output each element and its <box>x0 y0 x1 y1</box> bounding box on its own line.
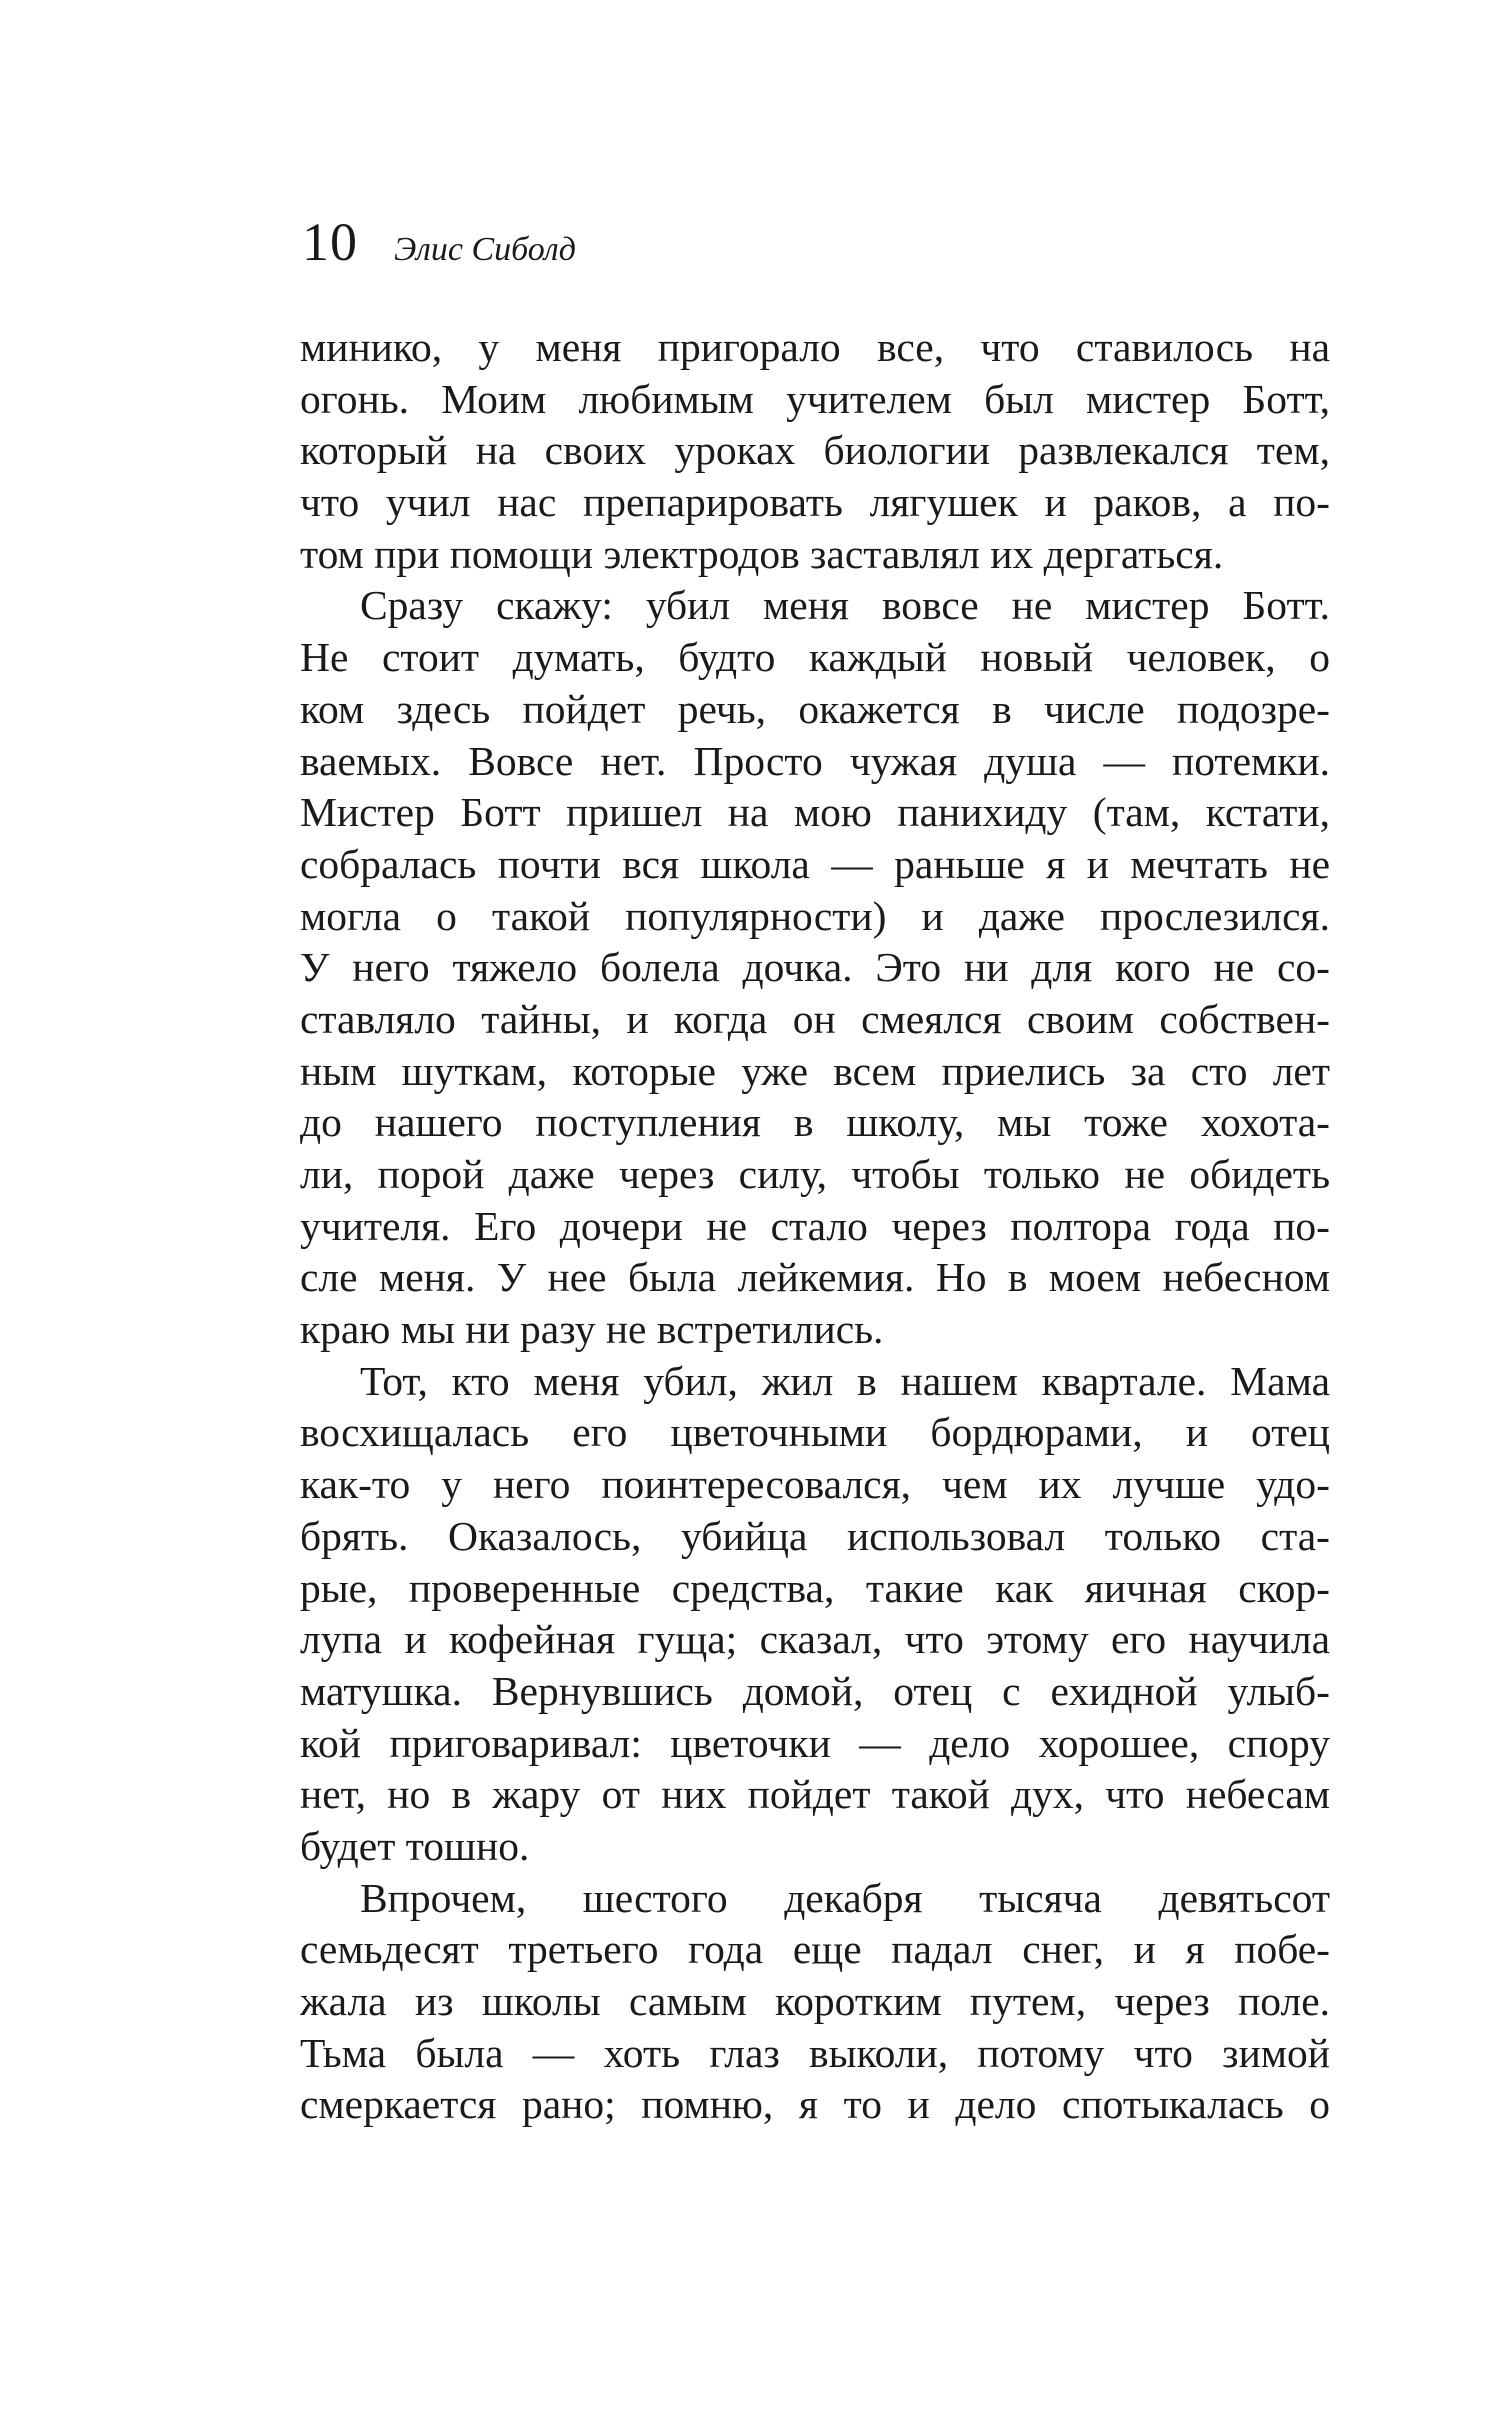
body-text <box>300 322 1330 2131</box>
text-line: Тот, кто меня убил, жил в нашем квартале. Мама <box>360 1357 1330 1404</box>
text-line: будет тошно. <box>300 1822 530 1869</box>
text-line: Мистер Ботт пришел на мою панихиду (там, кстати, <box>300 789 1330 836</box>
text-line: который на своих уроках биологии развлекался тем, <box>300 427 1330 474</box>
page-number: 10 <box>302 212 358 272</box>
text-line: что учил нас препарировать лягушек и раков, а по- <box>300 479 1330 526</box>
text-line: ком здесь пойдет речь, окажется в числе подозре- <box>300 685 1330 732</box>
text-line: ли, порой даже через силу, чтобы только не обидеть <box>300 1151 1330 1197</box>
text-line: Сразу скажу: убил меня вовсе не мистер Ботт. <box>360 582 1330 629</box>
text-line: как-то у него поинтересовался, чем их лучше удо- <box>300 1461 1330 1508</box>
text-line: лупа и кофейная гуща; сказал, что этому его научила <box>300 1616 1330 1663</box>
text-line: до нашего поступления в школу, мы тоже хохота- <box>300 1099 1330 1146</box>
text-line: ваемых. Вовсе нет. Просто чужая душа — потемки. <box>300 737 1330 784</box>
text-line: восхищалась его цветочными бордюрами, и отец <box>300 1409 1330 1456</box>
text-line: ным шуткам, которые уже всем приелись за сто лет <box>300 1047 1330 1094</box>
text-line: жала из школы самым коротким путем, через поле. <box>300 1978 1330 2024</box>
text-line: смеркается рано; помню, я то и дело спотыкалась о <box>300 2081 1330 2128</box>
text-line: краю мы ни разу не встретились. <box>300 1306 884 1353</box>
text-line: могла о такой популярности) и даже прослезился. <box>300 892 1330 939</box>
text-line: учителя. Его дочери не стало через полтора года по- <box>300 1202 1330 1249</box>
text-line: Не стоит думать, будто каждый новый человек, о <box>300 634 1330 681</box>
text-line: матушка. Вернувшись домой, отец с ехидной улыб- <box>300 1667 1330 1714</box>
text-line: ставляло тайны, и когда он смеялся своим собствен- <box>300 995 1330 1042</box>
text-line: минико, у меня пригорало все, что ставилось на <box>300 324 1330 370</box>
running-head-author: Элис Сиболд <box>394 231 576 268</box>
text-line: нет, но в жару от них пойдет такой дух, что небесам <box>300 1771 1330 1818</box>
running-head <box>302 202 576 282</box>
text-line: брять. Оказалось, убийца использовал только ста- <box>300 1512 1330 1559</box>
text-line: огонь. Моим любимым учителем был мистер Ботт, <box>300 375 1330 422</box>
text-line: собралась почти вся школа — раньше я и мечтать не <box>300 840 1330 887</box>
text-line: сле меня. У нее была лейкемия. Но в моем небесном <box>300 1254 1330 1301</box>
text-line: том при помощи электродов заставлял их дергаться. <box>300 530 1224 577</box>
text-line: Впрочем, шестого декабря тысяча девятьсот <box>360 1874 1330 1921</box>
text-line: кой приговаривал: цветочки — дело хорошее, спору <box>300 1719 1330 1766</box>
text-line: Тьма была — хоть глаз выколи, потому что зимой <box>300 2029 1330 2076</box>
text-line: У него тяжело болела дочка. Это ни для кого не со- <box>300 944 1330 991</box>
text-line: рые, проверенные средства, такие как яичная скор- <box>300 1564 1330 1611</box>
text-line: семьдесят третьего года еще падал снег, и я побе- <box>300 1926 1330 1973</box>
